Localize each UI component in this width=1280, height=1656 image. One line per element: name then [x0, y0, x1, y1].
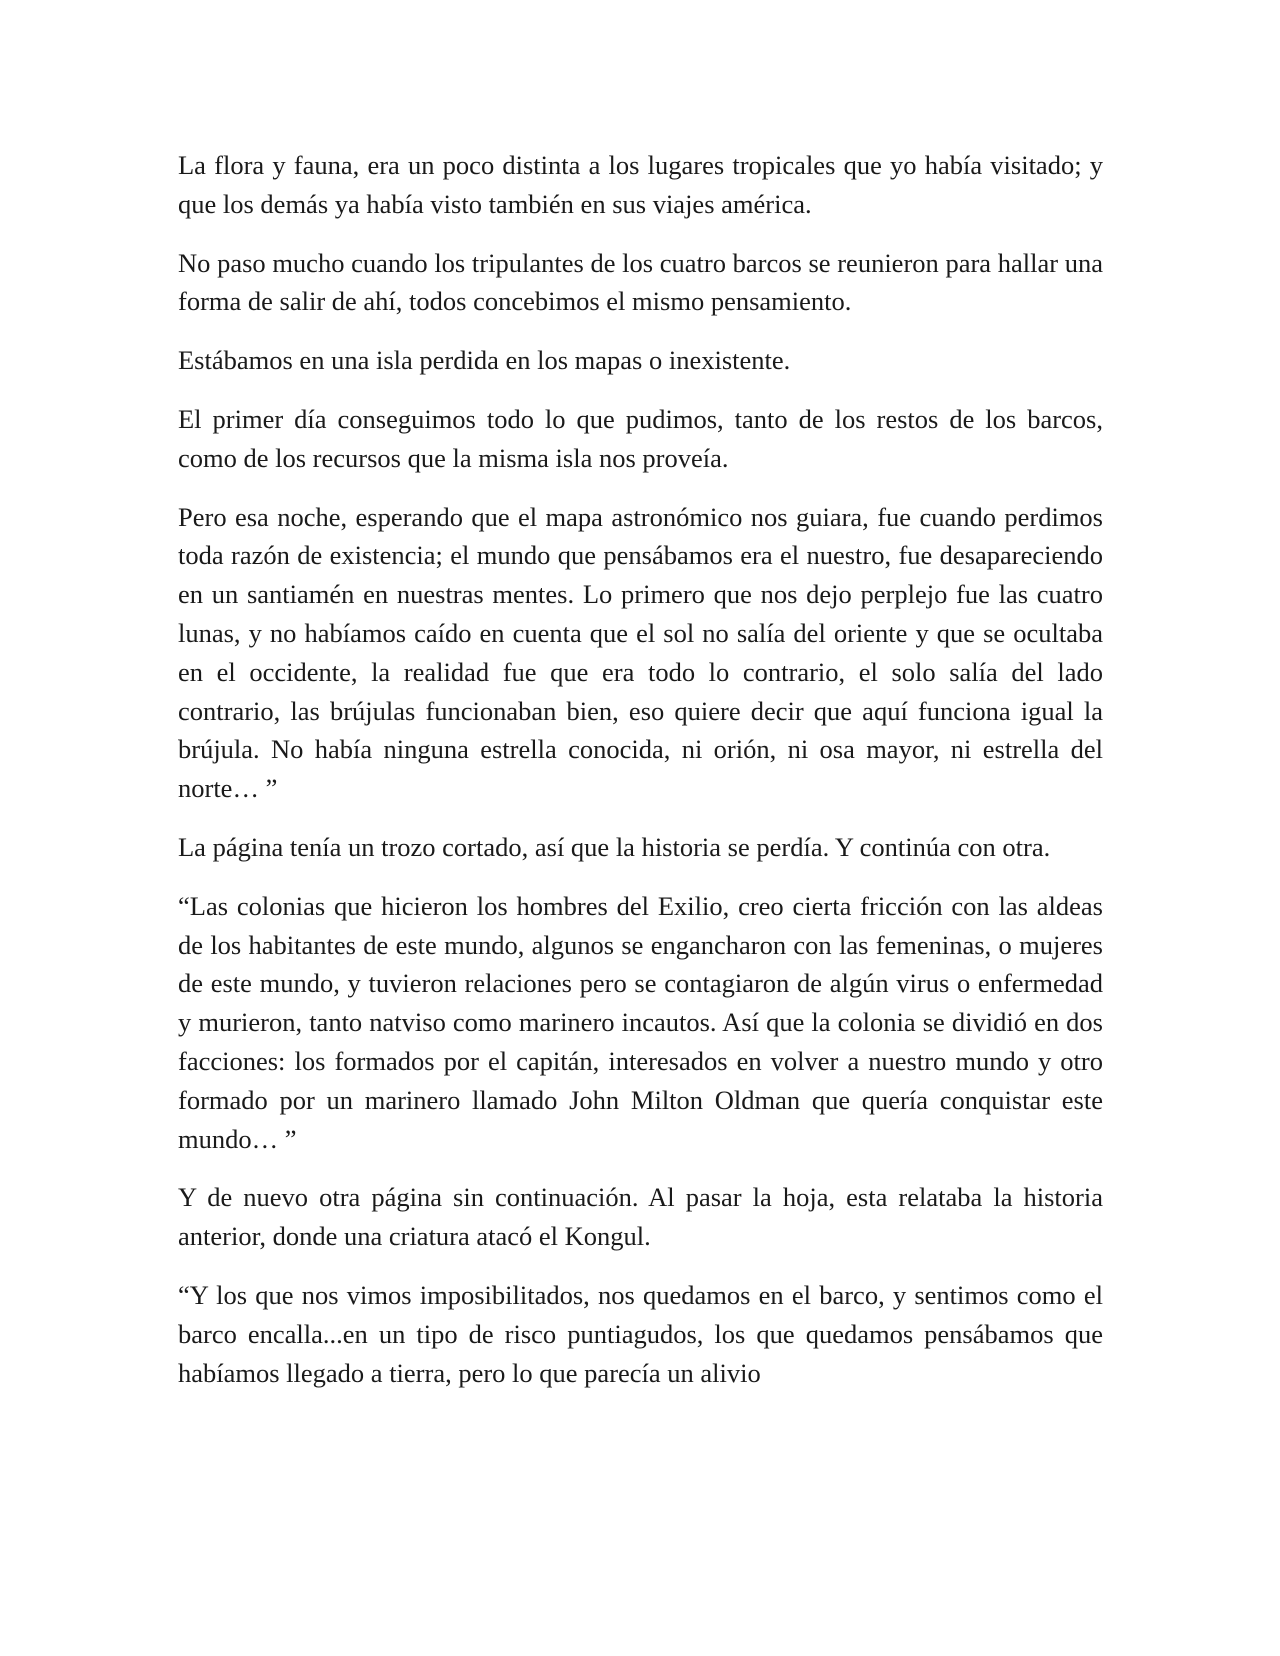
paragraph-primer-dia: El primer día conseguimos todo lo que pudimos, tanto de los restos de los barcos, como de los recursos que la misma isla nos proveía. — [178, 403, 1103, 473]
paragraph-pagina-cortada: La página tenía un trozo cortado, así que la historia se perdía. Y continúa con otra. — [178, 831, 1051, 862]
paragraph-tripulantes: No paso mucho cuando los tripulantes de los cuatro barcos se reunieron para hallar una forma de salir de ahí, todos concebimos el mismo pensamiento. — [178, 247, 1103, 317]
paragraph-colonias: “Las colonias que hicieron los hombres del Exilio, creo cierta fricción con las aldeas de los habitantes de este mundo, algunos se engancharon con las femeninas, o mujeres de este mundo, y tuvieron relaciones pero se contagiaron de algún virus o enfermedad y murieron, tanto natviso como marinero incautos. Así que la colonia se dividió en dos facciones: los formados por el capitán, interesados en volver a nuestro mundo y otro formado por un marinero llamado John Milton Oldman que quería conquistar este mundo… ” — [178, 890, 1103, 1154]
paragraph-sin-continuacion: Y de nuevo otra página sin continuación. Al pasar la hoja, esta relataba la historia anterior, donde una criatura atacó el Kongul. — [178, 1182, 1103, 1252]
paragraph-isla-perdida: Estábamos en una isla perdida en los mapas o inexistente. — [178, 345, 791, 376]
paragraph-imposibilitados: “Y los que nos vimos imposibilitados, nos quedamos en el barco, y sentimos como el barco encalla...en un tipo de risco puntiagudos, los que quedamos pensábamos que habíamos llegado a tierra, pero lo que parecía un alivio — [178, 1279, 1103, 1388]
paragraph-flora-fauna: La flora y fauna, era un poco distinta a los lugares tropicales que yo había visitado; y que los demás ya había visto también en sus viajes américa. — [178, 150, 1103, 219]
paragraph-esa-noche: Pero esa noche, esperando que el mapa astronómico nos guiara, fue cuando perdimos toda razón de existencia; el mundo que pensábamos era el nuestro, fue desapareciendo en un santiamén en nuestras mentes. Lo primero que nos dejo perplejo fue las cuatro lunas, y no habíamos caído en cuenta que el sol no salía del oriente y que se ocultaba en el occidente, la realidad fue que era todo lo contrario, el solo salía del lado contrario, las brújulas funcionaban bien, eso quiere decir que aquí funciona igual la brújula. No había ninguna estrella conocida, ni orión, ni osa mayor, ni estrella del norte… ” — [178, 501, 1103, 804]
document-page — [178, 146, 1103, 1412]
